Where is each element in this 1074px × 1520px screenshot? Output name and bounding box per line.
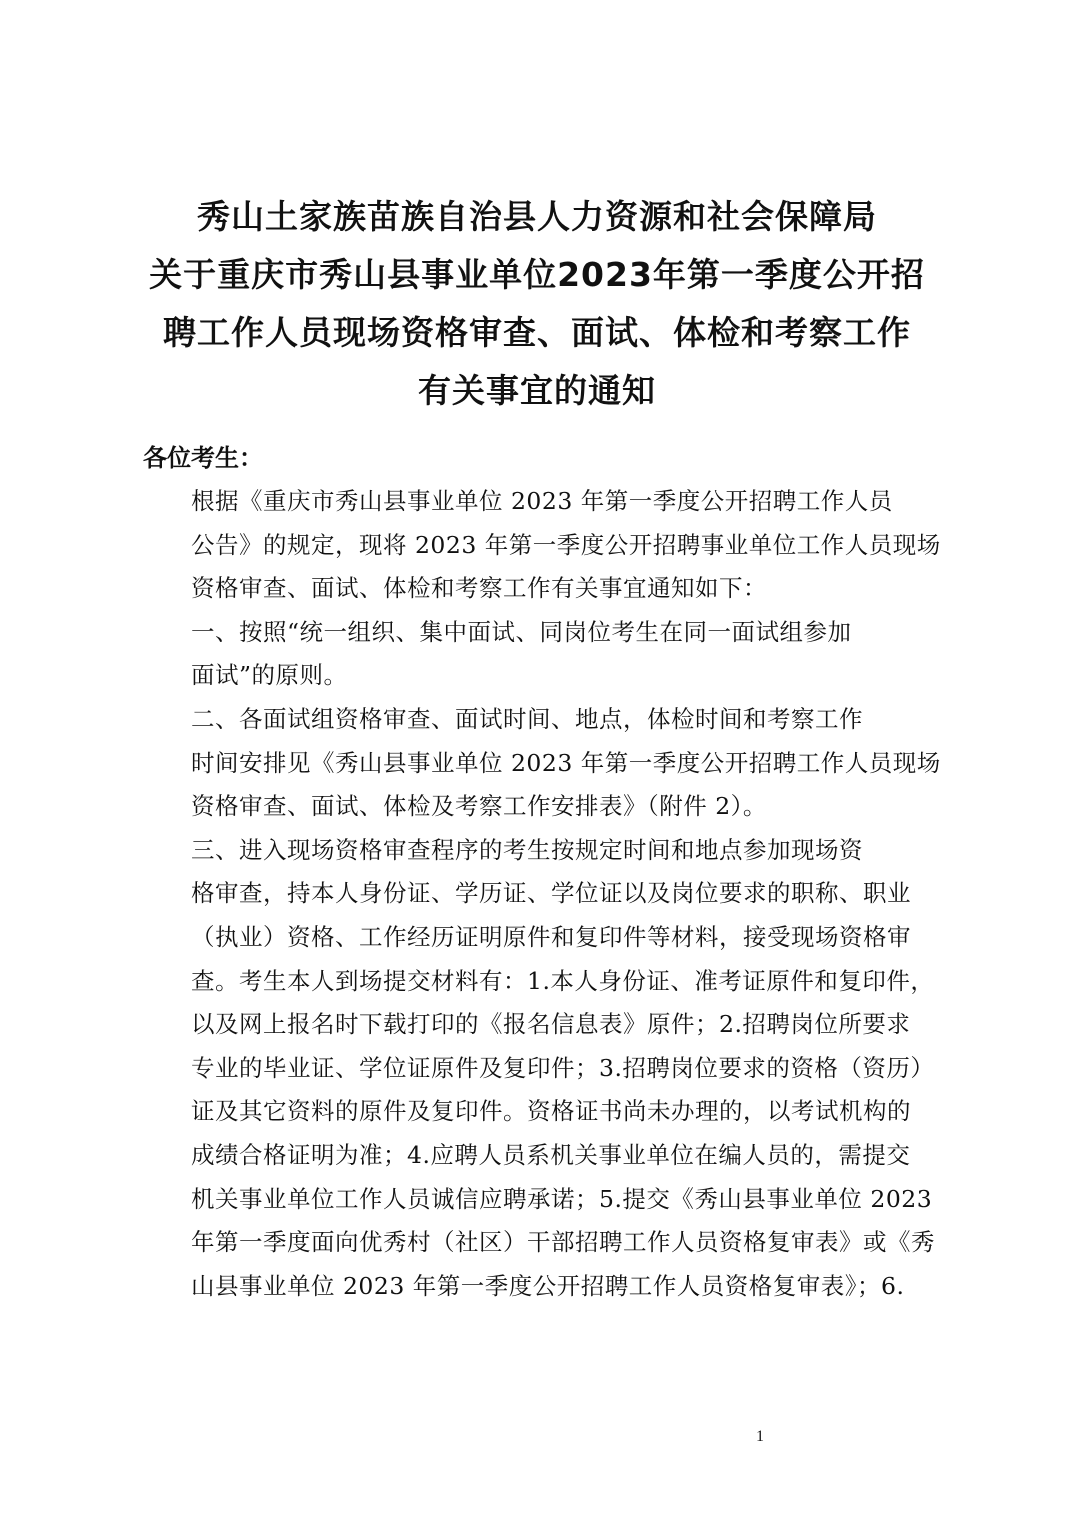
document-body [143,480,941,1308]
document-title [100,188,974,420]
salutation: 各位考生： [143,444,263,472]
paragraph-line: 二、各面试组资格审查、面试时间、地点，体检时间和考察工作 [191,704,863,733]
paragraph-line: 根据《重庆市秀山县事业单位 2023 年第一季度公开招聘工作人员 [191,487,893,515]
paragraph-line: 面试”的原则。 [191,661,348,690]
paragraph-line: 成绩合格证明为准；4.应聘人员系机关事业单位在编人员的，需提交 [191,1140,911,1169]
paragraph-line: 资格审查、面试、体检和考察工作有关事宜通知如下： [191,574,767,603]
paragraph-line: 专业的毕业证、学位证原件及复印件；3.招聘岗位要求的资格（资历） [191,1053,935,1082]
paragraph-line: 证及其它资料的原件及复印件。资格证书尚未办理的，以考试机构的 [191,1097,911,1126]
paragraph-line: 格审查，持本人身份证、学历证、学位证以及岗位要求的职称、职业 [191,879,911,908]
title-line: 秀山土家族苗族自治县人力资源和社会保障局 [197,197,877,236]
intro-paragraph [143,480,941,611]
title-line: 有关事宜的通知 [418,371,656,410]
paragraph-line: 山县事业单位 2023 年第一季度公开招聘工作人员资格复审表》；6. [191,1271,905,1300]
section-two-paragraph [143,698,941,829]
paragraph-line: 机关事业单位工作人员诚信应聘承诺；5.提交《秀山县事业单位 2023 [191,1184,933,1213]
paragraph-line: （执业）资格、工作经历证明原件和复印件等材料，接受现场资格审 [191,922,911,951]
paragraph-line: 以及网上报名时下载打印的《报名信息表》原件；2.招聘岗位所要求 [191,1010,911,1039]
paragraph-line: 公告》的规定，现将 2023 年第一季度公开招聘事业单位工作人员现场 [191,530,941,559]
title-line: 关于重庆市秀山县事业单位2023年第一季度公开招 [149,255,925,294]
paragraph-line: 查。考生本人到场提交材料有：1.本人身份证、准考证原件和复印件， [191,966,935,995]
paragraph-line: 资格审查、面试、体检及考察工作安排表》（附件 2）。 [191,792,767,821]
paragraph-line: 时间安排见《秀山县事业单位 2023 年第一季度公开招聘工作人员现场 [191,748,941,777]
title-line: 聘工作人员现场资格审查、面试、体检和考察工作 [163,313,911,352]
section-one-paragraph [143,611,933,698]
section-three-paragraph [143,829,933,1309]
paragraph-line: 三、进入现场资格审查程序的考生按规定时间和地点参加现场资 [191,835,863,864]
page-number: 1 [756,1428,764,1445]
paragraph-line: 一、按照“统一组织、集中面试、同岗位考生在同一面试组参加 [191,617,852,646]
paragraph-line: 年第一季度面向优秀村（社区）干部招聘工作人员资格复审表》或《秀 [191,1228,935,1257]
